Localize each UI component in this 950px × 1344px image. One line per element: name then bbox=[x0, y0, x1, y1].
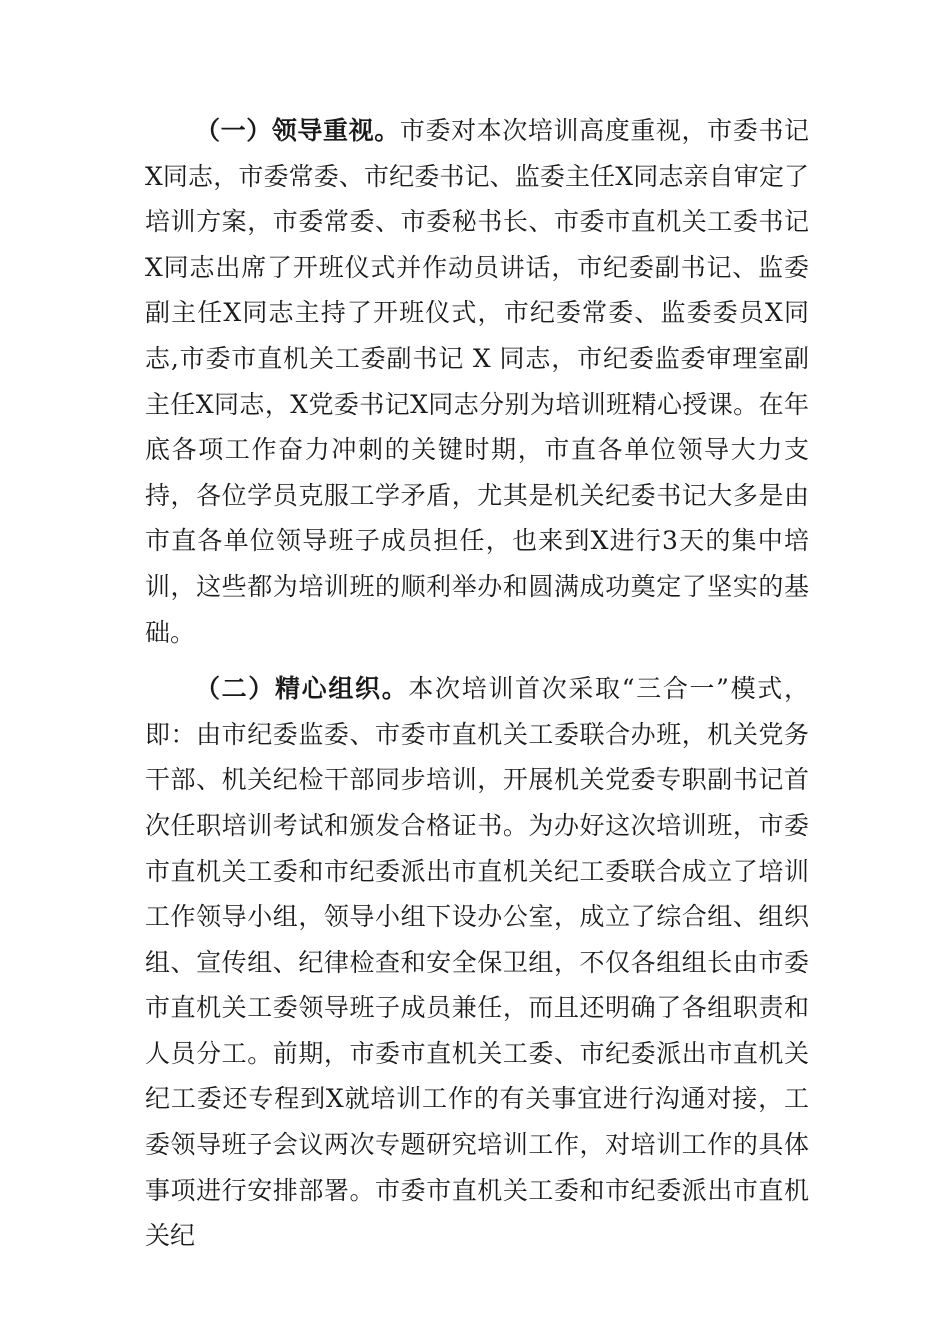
paragraph-leadership bbox=[145, 108, 809, 655]
paragraph-organization bbox=[145, 666, 809, 1259]
paragraph-heading: （二）精心组织。 bbox=[195, 674, 409, 704]
paragraph-heading: （一）领导重视。 bbox=[195, 116, 400, 145]
paragraph-text: 市委对本次培训高度重视，市委书记X同志，市委常委、市纪委书记、监委主任X同志亲自审定了培训方案，市委常委、市委秘书长、市委市直机关工委书记X同志出席了开班仪式并作动员讲话，市纪委副书记、监委副主任X同志主持了开班仪式，市纪委常委、监委委员X同志,市委市直机关工委副书记 X 同志，市纪委监委审理室副主任X同志，X党委书记X同志分别为培训班精心授课。在年底各项工作奋力冲刺的关键时期，市直各单位领导大力支持，各位学员克服工学矛盾，尤其是机关纪委书记大多是由市直各单位领导班子成员担任，也来到X进行3天的集中培训，这些都为培训班的顺利举办和圆满成功奠定了坚实的基础。 bbox=[145, 116, 809, 647]
document-body bbox=[145, 108, 809, 1259]
paragraph-text: 本次培训首次采取“三合一”模式，即：由市纪委监委、市委市直机关工委联合办班，机关党务干部、机关纪检干部同步培训，开展机关党委专职副书记首次任职培训考试和颁发合格证书。为办好这次培训班，市委市直机关工委和市纪委派出市直机关纪工委联合成立了培训工作领导小组，领导小组下设办公室，成立了综合组、组织组、宣传组、纪律检查和安全保卫组，不仅各组组长由市委市直机关工委领导班子成员兼任，而且还明确了各组职责和人员分工。前期，市委市直机关工委、市纪委派出市直机关纪工委还专程到X就培训工作的有关事宜进行沟通对接，工委领导班子会议两次专题研究培训工作，对培训工作的具体事项进行安排部署。市委市直机关工委和市纪委派出市直机关纪 bbox=[145, 674, 809, 1251]
